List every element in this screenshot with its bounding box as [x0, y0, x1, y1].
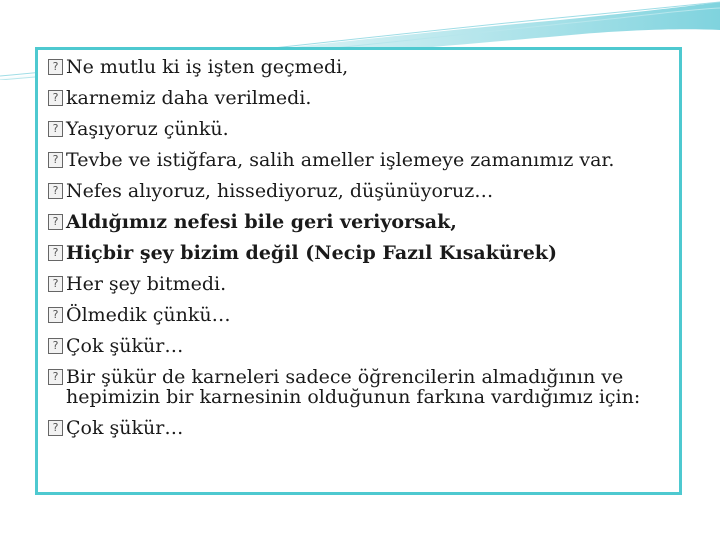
missing-glyph-icon — [48, 214, 63, 230]
bullet-text: Ne mutlu ki iş işten geçmedi, — [66, 56, 349, 78]
missing-glyph-icon — [48, 307, 63, 323]
bullet-item — [48, 243, 671, 263]
bullet-item — [48, 88, 671, 108]
bullet-list — [48, 57, 671, 449]
missing-glyph-icon — [48, 338, 63, 354]
bullet-item — [48, 181, 671, 201]
bullet-item — [48, 119, 671, 139]
missing-glyph-icon — [48, 90, 63, 106]
bullet-text: Bir şükür de karneleri sadece öğrencilerin almadığının ve hepimizin bir karnesinin olduğunun farkına vardığımız için: — [66, 366, 641, 408]
missing-glyph-icon — [48, 121, 63, 137]
bullet-item — [48, 336, 671, 356]
missing-glyph-icon — [48, 420, 63, 436]
bullet-text: Hiçbir şey bizim değil (Necip Fazıl Kısakürek) — [66, 242, 557, 264]
bullet-text: Her şey bitmedi. — [66, 273, 227, 295]
bullet-text: Ölmedik çünkü… — [66, 304, 231, 326]
bullet-item — [48, 212, 671, 232]
bullet-text: Nefes alıyoruz, hissediyoruz, düşünüyoruz… — [66, 180, 494, 202]
bullet-item — [48, 367, 671, 407]
missing-glyph-icon — [48, 183, 63, 199]
bullet-text: Aldığımız nefesi bile geri veriyorsak, — [66, 211, 457, 233]
missing-glyph-icon — [48, 59, 63, 75]
bullet-text: Çok şükür… — [66, 335, 184, 357]
bullet-item — [48, 57, 671, 77]
bullet-text: Çok şükür… — [66, 417, 184, 439]
bullet-text: Yaşıyoruz çünkü. — [66, 118, 229, 140]
content-frame — [35, 47, 682, 495]
bullet-text: Tevbe ve istiğfara, salih ameller işlemeye zamanımız var. — [66, 149, 615, 171]
missing-glyph-icon — [48, 276, 63, 292]
bullet-item — [48, 418, 671, 438]
missing-glyph-icon — [48, 152, 63, 168]
missing-glyph-icon — [48, 245, 63, 261]
bullet-item — [48, 274, 671, 294]
bullet-text: karnemiz daha verilmedi. — [66, 87, 312, 109]
bullet-item — [48, 305, 671, 325]
bullet-item — [48, 150, 671, 170]
missing-glyph-icon — [48, 369, 63, 385]
